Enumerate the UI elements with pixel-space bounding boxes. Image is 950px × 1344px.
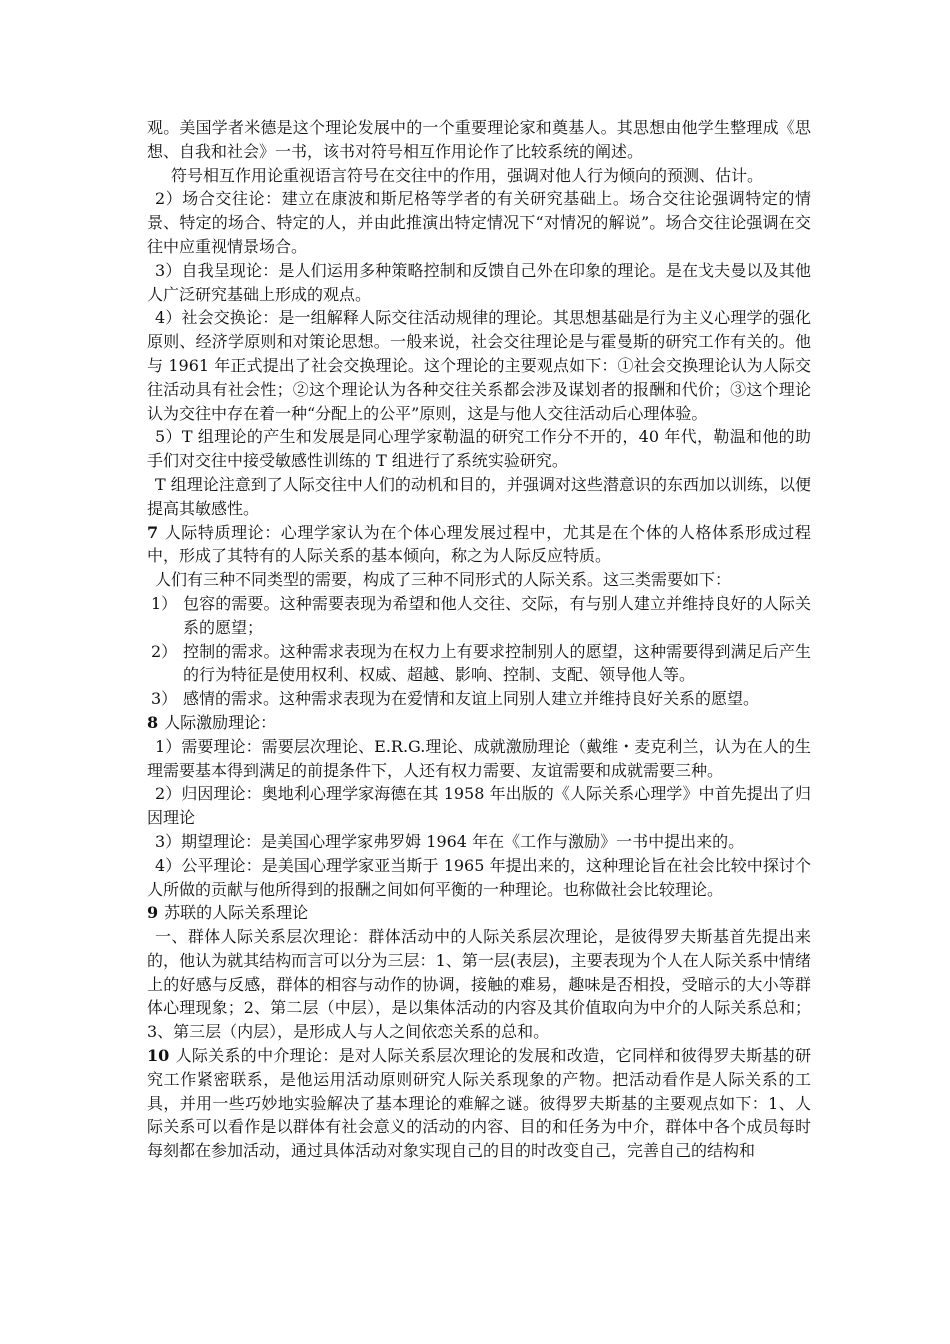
section-heading-8	[147, 711, 811, 735]
list-item	[147, 592, 811, 640]
list-text: 感情的需求。这种需求表现为在爱情和友谊上同别人建立并维持良好关系的愿望。	[183, 689, 760, 709]
section-heading-7	[147, 521, 811, 569]
paragraph: 1）需要理论：需要层次理论、E.R.G.理论、成就激励理论（戴维・麦克利兰，认为在人的生理需要基本得到满足的前提条件下，人还有权力需要、友谊需要和成就需要三种。	[147, 736, 811, 780]
section-number: 10	[147, 1046, 170, 1066]
paragraph: 2）场合交往论：建立在康波和斯尼格等学者的有关研究基础上。场合交往论强调特定的情景、特定的场合、特定的人，并由此推演出特定情况下“对情况的解说”。场合交往论强调在交往中应重视情景场合。	[147, 189, 811, 256]
section-text: 苏联的人际关系理论	[164, 903, 309, 923]
list-number: 3）	[151, 689, 178, 709]
paragraph: 4）公平理论：是美国心理学家亚当斯于 1965 年提出来的，这种理论旨在社会比较中探讨个人所做的贡献与他所得到的报酬之间如何平衡的一种理论。也称做社会比较理论。	[147, 855, 811, 899]
paragraph: T 组理论注意到了人际交往中人们的动机和目的，并强调对这些潜意识的东西加以训练，以便提高其敏感性。	[147, 474, 811, 518]
paragraph: 2）归因理论：奥地利心理学家海德在其 1958 年出版的《人际关系心理学》中首先提出了归因理论	[147, 784, 811, 828]
list-text: 包容的需要。这种需要表现为希望和他人交往、交际，有与别人建立并维持良好的人际关系的愿望；	[183, 593, 811, 637]
paragraph: 观。美国学者米德是这个理论发展中的一个重要理论家和奠基人。其思想由他学生整理成《思想、自我和社会》一书，该书对符号相互作用论作了比较系统的阐述。	[147, 118, 811, 161]
section-number: 8	[147, 712, 159, 732]
section-text: 人际关系的中介理论：是对人际关系层次理论的发展和改造，它同样和彼得罗夫斯基的研究工作紧密联系，是他运用活动原则研究人际关系现象的产物。把活动看作是人际关系的工具，并用一些巧妙地实验解决了基本理论的难解之谜。彼得罗夫斯基的主要观点如下：1、人际关系可以看作是以群体有社会意义的活动的内容、目的和任务为中介，群体中各个成员每时每刻都在参加活动，通过具体活动对象实现自己的目的时改变自己，完善自己的结构和	[147, 1046, 811, 1161]
section-number: 9	[147, 903, 159, 923]
paragraph: 3）自我呈现论：是人们运用多种策略控制和反馈自己外在印象的理论。是在戈夫曼以及其他人广泛研究基础上形成的观点。	[147, 260, 811, 304]
paragraph: 3）期望理论：是美国心理学家弗罗姆 1964 年在《工作与激励》一书中提出来的。	[155, 831, 745, 851]
list-item	[147, 687, 811, 711]
list-number: 2）	[151, 641, 178, 661]
section-heading-10	[147, 1044, 811, 1163]
document-body	[147, 116, 811, 1163]
section-number: 7	[147, 522, 159, 542]
section-text: 人际特质理论：心理学家认为在个体心理发展过程中，尤其是在个体的人格体系形成过程中，形成了其特有的人际关系的基本倾向，称之为人际反应特质。	[147, 522, 811, 566]
list-text: 控制的需求。这种需求表现为在权力上有要求控制别人的愿望，这种需要得到满足后产生的行为特征是使用权利、权威、超越、影响、控制、支配、领导他人等。	[183, 641, 811, 685]
section-text: 人际激励理论：	[164, 712, 277, 732]
paragraph: 4）社会交换论：是一组解释人际交往活动规律的理论。其思想基础是行为主义心理学的强化原则、经济学原则和对策论思想。一般来说，社会交往理论是与霍曼斯的研究工作有关的。他与 1961 年正式提出了社会交换理论。这个理论的主要观点如下：①社会交换理论认为人际交往活动具有社会性；②这个理论认为各种交往关系都会涉及谋划者的报酬和代价；③这个理论认为交往中存在着一种“分配上的公平”原则，这是与他人交往活动后心理体验。	[147, 308, 811, 423]
paragraph: 一、群体人际关系层次理论：群体活动中的人际关系层次理论，是彼得罗夫斯基首先提出来的，他认为就其结构而言可以分为三层：1、第一层(表层)，主要表现为个人在人际关系中情绪上的好感与反感，群体的相容与动作的协调，接触的难易，趣味是否相投，受暗示的大小等群体心理现象；2、第二层（中层），是以集体活动的内容及其价值取向为中介的人际关系总和；3、第三层（内层），是形成人与人之间依恋关系的总和。	[147, 927, 811, 1042]
list-item	[147, 640, 811, 688]
section-heading-9	[147, 901, 811, 925]
list-number: 1）	[151, 593, 178, 613]
paragraph: 符号相互作用论重视语言符号在交往中的作用，强调对他人行为倾向的预测、估计。	[171, 165, 764, 185]
paragraph: 人们有三种不同类型的需要，构成了三种不同形式的人际关系。这三类需要如下：	[155, 570, 732, 590]
paragraph: 5）T 组理论的产生和发展是同心理学家勒温的研究工作分不开的，40 年代，勒温和他的助手们对交往中接受敏感性训练的 T 组进行了系统实验研究。	[147, 427, 811, 471]
